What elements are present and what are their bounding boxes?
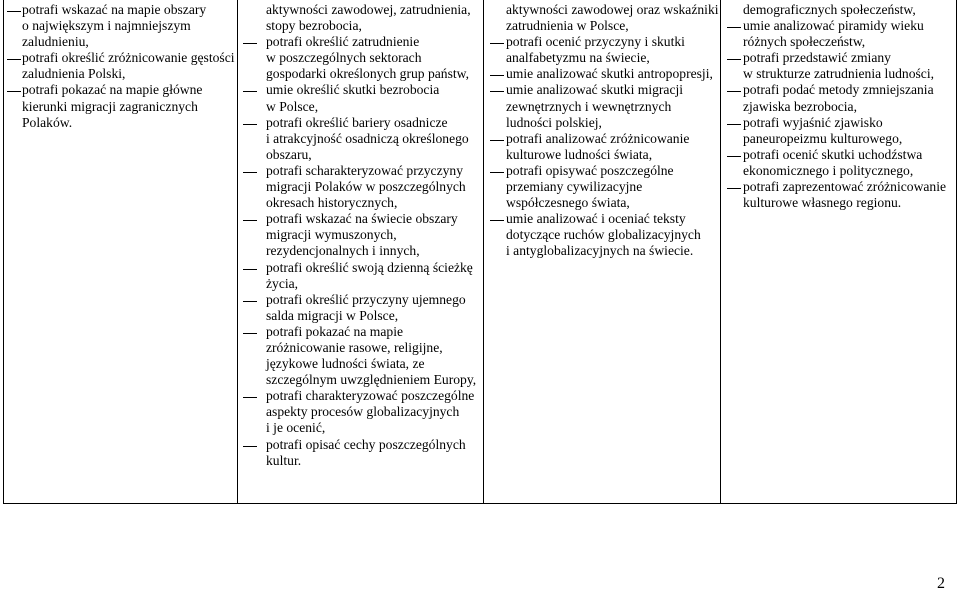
table-cell	[484, 0, 720, 260]
text-line: Polaków.	[22, 114, 73, 130]
bullet-list-item: umie analizować skutki antropopresji,	[488, 66, 716, 82]
table-cell	[4, 0, 237, 131]
bullet-list-item: umie analizować skutki migracji	[488, 82, 716, 98]
bullet-list-item: potrafi analizować zróżnicowanie	[488, 131, 716, 147]
bullet-list-item: potrafi wskazać na mapie obszary	[8, 2, 233, 18]
text-line: zjawiska bezrobocia,	[743, 98, 857, 114]
text-line: analfabetyzmu na świecie,	[506, 50, 650, 66]
table-column-3	[484, 0, 721, 503]
bullet-list-item: potrafi scharakteryzować przyczyny	[242, 163, 479, 179]
bullet-list-item: umie analizować i oceniać teksty	[488, 211, 716, 227]
text-line: życia,	[266, 275, 299, 291]
bullet-list-item: potrafi określić zatrudnienie	[242, 34, 479, 50]
bullet-list-item: potrafi przedstawić zmiany	[725, 50, 954, 66]
text-line: paneuropeizmu kulturowego,	[743, 130, 903, 146]
text-line: dotyczące ruchów globalizacyjnych	[506, 227, 701, 243]
bullet-list-item: potrafi pokazać na mapie główne	[8, 82, 233, 98]
text-line: w strukturze zatrudnienia ludności,	[743, 66, 935, 82]
text-line: kulturowe własnego regionu.	[743, 195, 902, 211]
text-line: zatrudnienia w Polsce,	[506, 18, 629, 34]
text-line: kulturowe ludności świata,	[506, 146, 653, 162]
text-line: i antyglobalizacyjnych na świecie.	[506, 243, 694, 259]
bullet-list-item: potrafi ocenić skutki uchodźstwa	[725, 147, 954, 163]
text-line: aspekty procesów globalizacyjnych	[266, 404, 460, 420]
text-line: salda migracji w Polsce,	[266, 307, 399, 323]
bullet-list-item: potrafi określić zróżnicowanie gęstości	[8, 50, 233, 66]
text-line: zewnętrznych i wewnętrznych	[506, 98, 672, 114]
bullet-list-item: potrafi wskazać na świecie obszary	[242, 211, 479, 227]
table-cell	[721, 0, 958, 211]
bullet-list-item: potrafi zaprezentować zróżnicowanie	[725, 179, 954, 195]
text-line: przemiany cywilizacyjne	[506, 179, 643, 195]
text-line: zaludnieniu,	[22, 34, 89, 50]
text-line: w Polsce,	[266, 98, 319, 114]
text-line: okresach historycznych,	[266, 195, 398, 211]
text-line: i je ocenić,	[266, 420, 326, 436]
bullet-list-item: potrafi określić przyczyny ujemnego	[242, 292, 479, 308]
table-column-1	[4, 0, 238, 503]
text-line: kierunki migracji zagranicznych	[22, 98, 198, 114]
text-line: językowe ludności świata, ze	[266, 356, 425, 372]
bullet-list-item: potrafi opisać cechy poszczególnych	[242, 437, 479, 453]
text-line: różnych społeczeństw,	[743, 34, 866, 50]
table-column-4	[721, 0, 958, 503]
bullet-list-item: potrafi wyjaśnić zjawisko	[725, 115, 954, 131]
bullet-list-item: potrafi pokazać na mapie	[242, 324, 479, 340]
text-line: aktywności zawodowej, zatrudnienia,	[266, 2, 471, 17]
table-cell	[238, 0, 483, 469]
table-column-2	[238, 0, 484, 503]
text-line: migracji Polaków w poszczególnych	[266, 179, 466, 195]
text-line: o największym i najmniejszym	[22, 18, 191, 34]
bullet-list-item: potrafi ocenić przyczyny i skutki	[488, 34, 716, 50]
bullet-list-item: potrafi opisywać poszczególne	[488, 163, 716, 179]
text-line: aktywności zawodowej oraz wskaźniki	[506, 2, 719, 17]
text-line: migracji wymuszonych,	[266, 227, 397, 243]
text-line: stopy bezrobocia,	[266, 18, 362, 34]
text-line: ludności polskiej,	[506, 114, 602, 130]
bullet-list-item: potrafi charakteryzować poszczególne	[242, 388, 479, 404]
text-line: współczesnego świata,	[506, 195, 630, 211]
text-line: zaludnienia Polski,	[22, 66, 126, 82]
text-line: gospodarki określonych grup państw,	[266, 66, 469, 82]
text-line: kultur.	[266, 452, 302, 468]
content-table	[3, 0, 957, 504]
text-line: demograficznych społeczeństw,	[743, 2, 916, 17]
bullet-list-item: potrafi określić swoją dzienną ścieżkę	[242, 260, 479, 276]
bullet-list-item: potrafi podać metody zmniejszania	[725, 82, 954, 98]
text-line: ekonomicznego i politycznego,	[743, 162, 914, 178]
text-line: szczególnym uwzględnieniem Europy,	[266, 372, 477, 388]
text-line: i atrakcyjność osadniczą określonego	[266, 130, 469, 146]
text-line: zróżnicowanie rasowe, religijne,	[266, 339, 443, 355]
bullet-list-item: umie analizować piramidy wieku	[725, 18, 954, 34]
text-line: rezydencjonalnych i innych,	[266, 243, 420, 259]
bullet-list-item: potrafi określić bariery osadnicze	[242, 115, 479, 131]
bullet-list-item: umie określić skutki bezrobocia	[242, 82, 479, 98]
page-number: 2	[937, 575, 945, 592]
text-line: obszaru,	[266, 146, 312, 162]
text-line: w poszczególnych sektorach	[266, 50, 422, 66]
